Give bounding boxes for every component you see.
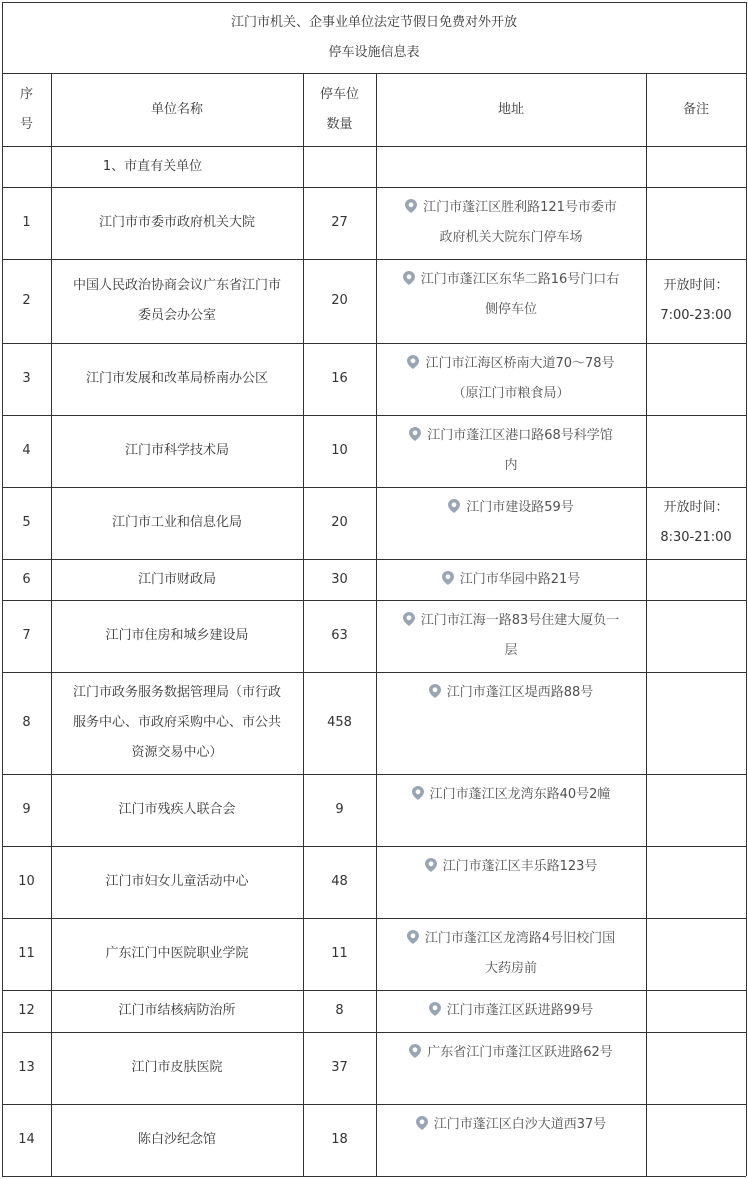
row-unit-name-line: 服务中心、市政府采购中心、市公共 (72, 715, 281, 730)
row-seq-value: 13 (18, 1060, 35, 1075)
row-address-text (376, 852, 646, 882)
row-unit-name-line: 资源交易中心） (131, 745, 223, 760)
row-count-value: 9 (335, 802, 344, 817)
header-count (303, 73, 376, 146)
row-address-text (376, 1110, 646, 1140)
location-pin-icon (409, 427, 421, 441)
row-address (376, 672, 646, 774)
row-seq-value: 1 (22, 215, 31, 230)
location-pin-icon (405, 199, 417, 213)
location-pin-icon (429, 684, 441, 698)
row-seq (2, 918, 51, 990)
row-count-value: 10 (331, 443, 348, 458)
header-note (646, 73, 746, 146)
row-address-line (376, 996, 646, 1026)
row-unit-name (51, 774, 303, 846)
row-address-line-text: 江门市蓬江区胜利路121号市委市 (423, 200, 617, 215)
row-address-line (376, 636, 646, 666)
row-unit-name (51, 1032, 303, 1104)
row-seq (2, 343, 51, 415)
row-address-line (376, 451, 646, 481)
row-count (303, 259, 376, 343)
row-address-text (376, 265, 646, 325)
row-unit-name (51, 259, 303, 343)
row-seq-value: 3 (22, 371, 31, 386)
header-address (376, 73, 646, 146)
row-count-value: 18 (331, 1132, 348, 1147)
location-pin-icon (448, 499, 460, 513)
row-count (303, 1032, 376, 1104)
row-unit-name (51, 846, 303, 918)
header-seq-line: 号 (19, 116, 33, 132)
row-address (376, 918, 646, 990)
section-row (2, 146, 303, 187)
row-seq-value: 6 (22, 571, 31, 587)
row-address-line (376, 193, 646, 223)
row-seq-value: 9 (22, 802, 31, 817)
location-pin-icon (403, 612, 415, 626)
header-seq-line: 序 (19, 86, 33, 102)
row-address (376, 774, 646, 846)
row-address-line-text: 江门市蓬江区龙湾路4号旧校门国 (424, 931, 616, 946)
row-address-line-text: 大药房前 (484, 961, 537, 976)
row-unit-name-line: 江门市发展和改革局桥南办公区 (85, 371, 268, 386)
row-note (646, 559, 746, 600)
row-seq-value: 2 (22, 293, 31, 308)
row-address-line (376, 565, 646, 595)
row-address (376, 1104, 646, 1176)
row-seq-value: 7 (22, 628, 31, 643)
row-note (646, 1032, 746, 1104)
row-seq (2, 774, 51, 846)
row-address (376, 846, 646, 918)
row-seq (2, 259, 51, 343)
row-address-line (376, 780, 646, 810)
row-count-value: 20 (331, 515, 348, 530)
row-note (646, 600, 746, 672)
row-seq-value: 5 (22, 515, 31, 530)
row-unit-name-line: 委员会办公室 (137, 308, 216, 323)
row-unit-name (51, 343, 303, 415)
row-note (646, 415, 746, 487)
row-unit-name-line: 江门市财政局 (137, 571, 216, 587)
row-seq (2, 846, 51, 918)
row-address-line-text: 江门市蓬江区白沙大道西37号 (433, 1117, 607, 1132)
row-unit-name-line: 广东江门中医院职业学院 (105, 946, 249, 961)
header-seq (2, 73, 51, 146)
row-address-line-text: 侧停车位 (484, 302, 537, 317)
row-address-text (376, 349, 646, 409)
row-unit-name (51, 487, 303, 559)
row-count (303, 774, 376, 846)
row-unit-name-line: 江门市残疾人联合会 (118, 802, 236, 817)
row-address-text (376, 780, 646, 810)
row-address-line (376, 295, 646, 325)
row-count (303, 415, 376, 487)
row-address (376, 600, 646, 672)
row-seq (2, 990, 51, 1032)
row-address-line (376, 954, 646, 984)
header-address-label: 地址 (497, 101, 524, 117)
row-address (376, 559, 646, 600)
row-count-value: 20 (331, 293, 348, 308)
row-note-line: 开放时间： (663, 500, 729, 515)
row-address-line-text: 江门市蓬江区龙湾东路40号2幢 (429, 787, 611, 802)
row-note-line: 7:00-23:00 (660, 308, 732, 323)
row-count (303, 990, 376, 1032)
row-address-line-text: 江门市江海区桥南大道70～78号 (425, 356, 615, 371)
row-address-line (376, 349, 646, 379)
row-unit-name-line: 陈白沙纪念馆 (137, 1132, 216, 1147)
row-note (646, 774, 746, 846)
row-note (646, 990, 746, 1032)
row-note (646, 259, 746, 343)
row-address-line (376, 421, 646, 451)
row-note (646, 672, 746, 774)
row-address-text (376, 606, 646, 666)
row-note (646, 343, 746, 415)
row-seq (2, 187, 51, 259)
row-note (646, 487, 746, 559)
row-address-line-text: 江门市蓬江区港口路68号科学馆 (427, 428, 613, 443)
row-address-text (376, 565, 646, 595)
table-title (2, 2, 746, 73)
row-note-line: 8:30-21:00 (660, 530, 732, 545)
row-address-text (376, 193, 646, 253)
row-address (376, 187, 646, 259)
location-pin-icon (425, 858, 437, 872)
table-title-line: 停车设施信息表 (328, 44, 420, 60)
row-unit-name (51, 990, 303, 1032)
row-count (303, 600, 376, 672)
row-unit-name-line: 江门市结核病防治所 (118, 1003, 236, 1018)
row-address-line (376, 606, 646, 636)
row-seq (2, 1104, 51, 1176)
row-address-line (376, 223, 646, 253)
row-count (303, 846, 376, 918)
row-count-value: 11 (331, 946, 348, 961)
row-unit-name-line: 江门市市委市政府机关大院 (98, 215, 255, 230)
row-seq (2, 600, 51, 672)
row-count (303, 1104, 376, 1176)
row-seq-value: 12 (18, 1003, 35, 1018)
row-count (303, 187, 376, 259)
row-address-line (376, 1110, 646, 1140)
row-count-value: 27 (331, 215, 348, 230)
row-unit-name-line: 江门市工业和信息化局 (111, 515, 242, 530)
row-address (376, 415, 646, 487)
location-pin-icon (409, 1044, 421, 1058)
table-title-line: 江门市机关、企事业单位法定节假日免费对外开放 (230, 14, 517, 30)
row-address (376, 1032, 646, 1104)
row-seq-value: 4 (22, 443, 31, 458)
row-seq-value: 11 (18, 946, 35, 961)
row-seq (2, 672, 51, 774)
row-address-line-text: 江门市蓬江区堤西路88号 (446, 685, 594, 700)
row-address-line-text: 内 (504, 458, 518, 473)
row-unit-name-line: 江门市皮肤医院 (131, 1060, 223, 1075)
row-unit-name-line: 江门市政务服务数据管理局（市行政 (72, 685, 281, 700)
row-unit-name-line: 江门市科学技术局 (124, 443, 229, 458)
row-count-value: 48 (331, 874, 348, 889)
header-name-label: 单位名称 (150, 101, 203, 117)
row-unit-name-line: 江门市妇女儿童活动中心 (105, 874, 249, 889)
row-unit-name (51, 187, 303, 259)
row-seq (2, 415, 51, 487)
row-address (376, 259, 646, 343)
row-count-value: 37 (331, 1060, 348, 1075)
row-unit-name (51, 672, 303, 774)
header-note-label: 备注 (682, 101, 709, 117)
row-address-line-text: 江门市建设路59号 (466, 500, 574, 515)
row-count (303, 672, 376, 774)
row-address (376, 487, 646, 559)
row-note-line: 开放时间： (663, 278, 729, 293)
row-address-text (376, 678, 646, 708)
location-pin-icon (403, 271, 415, 285)
row-address (376, 343, 646, 415)
row-address-line-text: 江门市江海一路83号住建大厦负一 (420, 613, 620, 628)
row-seq (2, 487, 51, 559)
section-label: 1、市直有关单位 (102, 158, 203, 174)
row-count-value: 16 (331, 371, 348, 386)
row-note (646, 846, 746, 918)
row-address-line-text: 层 (504, 643, 518, 658)
row-unit-name-line: 中国人民政治协商会议广东省江门市 (72, 278, 281, 293)
row-address-line (376, 493, 646, 523)
row-unit-name-line: 江门市住房和城乡建设局 (105, 628, 249, 643)
row-seq-value: 8 (22, 715, 31, 730)
row-address-line-text: 江门市华园中路21号 (459, 572, 581, 587)
header-count-line: 停车位 (319, 86, 359, 102)
location-pin-icon (429, 1002, 441, 1016)
row-count (303, 918, 376, 990)
row-unit-name (51, 600, 303, 672)
row-address-text (376, 493, 646, 523)
header-count-line: 数量 (326, 116, 353, 132)
location-pin-icon (416, 1116, 428, 1130)
row-unit-name (51, 1104, 303, 1176)
row-address-text (376, 924, 646, 984)
row-address-line (376, 678, 646, 708)
row-note (646, 918, 746, 990)
row-address-text (376, 421, 646, 481)
row-address-text (376, 996, 646, 1026)
row-note (646, 187, 746, 259)
row-seq (2, 559, 51, 600)
row-address-line-text: 江门市蓬江区丰乐路123号 (442, 859, 598, 874)
row-address-line (376, 1038, 646, 1068)
row-address-line (376, 265, 646, 295)
row-address (376, 990, 646, 1032)
row-note (646, 1104, 746, 1176)
row-count-value: 8 (335, 1003, 344, 1018)
row-address-line (376, 379, 646, 409)
row-address-line-text: 广东省江门市蓬江区跃进路62号 (427, 1045, 613, 1060)
location-pin-icon (442, 571, 454, 585)
row-address-line-text: （原江门市粮食局） (452, 386, 570, 401)
row-address-line (376, 852, 646, 882)
row-address-line (376, 924, 646, 954)
row-count (303, 487, 376, 559)
row-count (303, 343, 376, 415)
row-seq-value: 10 (18, 874, 35, 889)
row-unit-name (51, 415, 303, 487)
row-count-value: 30 (331, 571, 348, 587)
row-address-text (376, 1038, 646, 1068)
row-count (303, 559, 376, 600)
row-seq (2, 1032, 51, 1104)
row-address-line-text: 江门市蓬江区跃进路99号 (446, 1003, 594, 1018)
row-unit-name (51, 918, 303, 990)
location-pin-icon (407, 930, 419, 944)
row-address-line-text: 江门市蓬江区东华二路16号门口右 (420, 272, 620, 287)
location-pin-icon (412, 786, 424, 800)
row-count-value: 458 (327, 715, 352, 730)
row-count-value: 63 (331, 628, 348, 643)
location-pin-icon (407, 355, 419, 369)
row-seq-value: 14 (18, 1132, 35, 1147)
row-unit-name (51, 559, 303, 600)
header-name (51, 73, 303, 146)
row-address-line-text: 政府机关大院东门停车场 (439, 230, 583, 245)
